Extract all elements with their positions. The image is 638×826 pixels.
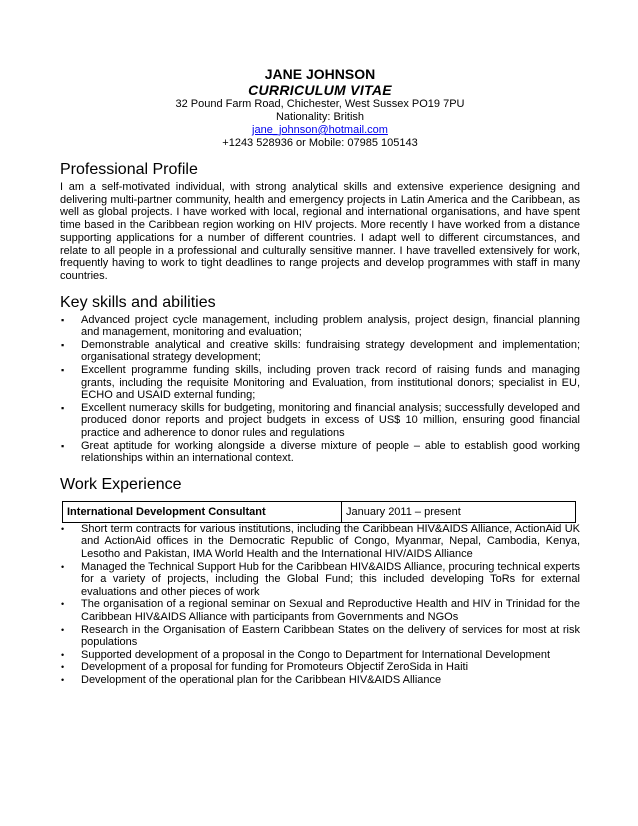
bullet-icon: • [61,649,65,660]
profile-text: I am a self-motivated individual, with strong analytical skills and extensive experience designing and delivering multi-partner community, health and emergency projects in Latin America and the Caribbean, as well as global projects. I have worked with local, regional and international organisations, and have spent time based in the Caribbean region working on HIV projects. More recently I have worked from a distance supporting applications for a number of different countries. I adapt well to different circumstances, and relate to all people in a professional and culturally sensitive manner. I have travelled extensively for work, frequently having to work to tight deadlines to range projects and develop programmes with staff in many countries. [60,181,580,282]
list-item: • Short term contracts for various institutions, including the Caribbean HIV&AIDS Alliance, ActionAid UK and ActionAid offices in the Democratic Republic of Congo, Myanmar, Nepal, Cambodia, Kenya, Lesotho and Pakistan, IMA World Health and the International HIV/AIDS Alliance [61,522,580,560]
work-list [60,523,580,687]
bullet-icon: ▪ [61,402,65,413]
list-item: ▪ Excellent numeracy skills for budgeting, monitoring and financial analysis; successfully developed and produced donor reports and project budgets in excess of US$ 10 million, ensuring good financial practice and adherence to donor rules and regulations [61,401,580,439]
list-item: • The organisation of a regional seminar on Sexual and Reproductive Health and HIV in Trinidad for the Caribbean HIV&AIDS Alliance with participants from Governments and NGOs [61,598,580,623]
bullet-icon: ▪ [61,314,65,325]
bullet-icon: • [61,599,65,610]
list-item: ▪ Demonstrable analytical and creative skills: fundraising strategy development and implementation; organisational strategy development; [61,338,580,364]
role-table [62,501,576,523]
list-item: ▪ Great aptitude for working alongside a diverse mixture of people – able to establish good working relationships within an international context. [61,439,580,465]
skills-list [60,314,580,465]
address: 32 Pound Farm Road, Chichester, West Sussex PO19 7PU [175,98,465,110]
list-item: ▪ Excellent programme funding skills, including proven track record of raising funds and managing grants, including the requisite Monitoring and Evaluation, from institutional donors; specialist in EU, ECHO and USAID external funding; [61,364,580,402]
bullet-icon: ▪ [61,339,65,350]
work-heading: Work Experience [60,475,182,493]
role-dates: January 2011 – present [342,501,576,522]
bullet-icon: • [61,662,65,673]
skills-heading: Key skills and abilities [60,293,216,311]
phone-numbers: +1243 528936 or Mobile: 07985 105143 [222,137,418,149]
cv-content [60,66,580,686]
bullet-icon: • [61,624,65,635]
list-item: • Research in the Organisation of Eastern Caribbean States on the delivery of services for most at risk populations [61,623,580,649]
document-title: CURRICULUM VITAE [248,82,392,98]
bullet-icon: • [61,674,65,685]
bullet-icon: • [61,523,65,534]
list-item: ▪ Advanced project cycle management, including problem analysis, project design, financial planning and management, monitoring and evaluation; [61,313,580,339]
list-item: • Development of a proposal for funding for Promoteurs Objectif ZeroSida in Haiti [61,661,469,674]
email-link[interactable]: jane_johnson@hotmail.com [252,124,388,136]
bullet-icon: ▪ [61,440,65,451]
cv-header [60,66,580,150]
nationality: Nationality: British [275,111,365,123]
candidate-name: JANE JOHNSON [264,66,376,82]
bullet-icon: ▪ [61,365,65,375]
list-item: • Supported development of a proposal in the Congo to Department for International Development [61,648,551,661]
bullet-icon: • [61,561,65,572]
list-item: • Managed the Technical Support Hub for the Caribbean HIV&AIDS Alliance, procuring technical experts for a variety of projects, including the Global Fund; this included developing ToRs for external evaluations and other pieces of work [61,560,580,598]
role-title: International Development Consultant [63,501,342,522]
list-item: • Development of the operational plan for the Caribbean HIV&AIDS Alliance [61,673,442,686]
profile-heading: Professional Profile [60,161,198,178]
